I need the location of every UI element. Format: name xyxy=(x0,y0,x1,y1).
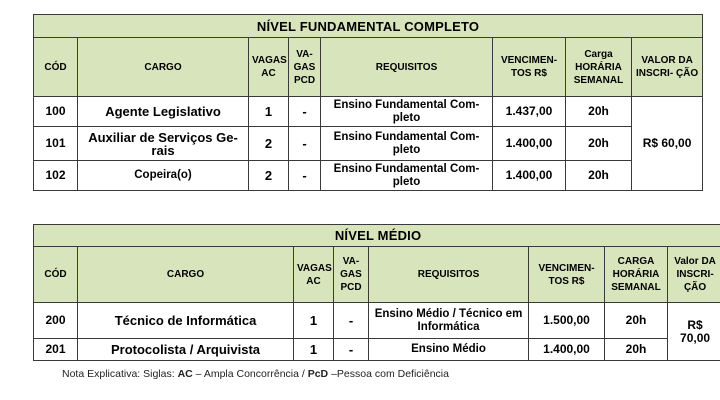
cell-carga: 20h xyxy=(566,127,632,161)
cell-vencimentos: 1.500,00 xyxy=(529,303,605,339)
note-pcd-desc: –Pessoa com Deficiência xyxy=(328,368,449,380)
cell-cargo: Técnico de Informática xyxy=(78,303,294,339)
cell-vagas-pcd: - xyxy=(334,303,369,339)
cell-vencimentos: 1.400,00 xyxy=(493,161,566,191)
cell-vagas-pcd: - xyxy=(289,127,321,161)
cell-vencimentos: 1.400,00 xyxy=(529,339,605,361)
cell-cod: 102 xyxy=(34,161,78,191)
cell-cargo: Agente Legislativo xyxy=(78,97,249,127)
header-carga-horaria: Carga HORÁRIA SEMANAL xyxy=(566,38,632,97)
nivel-medio-table xyxy=(33,224,720,361)
cell-vagas-ac: 1 xyxy=(294,303,334,339)
cell-cod: 200 xyxy=(34,303,78,339)
cell-requisitos: Ensino Fundamental Com- pleto xyxy=(321,161,493,191)
cell-carga: 20h xyxy=(605,339,668,361)
cell-valor-inscricao: R$ 60,00 xyxy=(632,97,703,191)
cell-vencimentos: 1.437,00 xyxy=(493,97,566,127)
table-title: NÍVEL MÉDIO xyxy=(34,225,720,247)
cell-valor-inscricao: R$ 70,00 xyxy=(668,303,720,361)
cell-vagas-ac: 1 xyxy=(249,97,289,127)
cell-vagas-ac: 2 xyxy=(249,127,289,161)
cell-requisitos: Ensino Fundamental Com- pleto xyxy=(321,97,493,127)
cell-carga: 20h xyxy=(605,303,668,339)
table-title: NÍVEL FUNDAMENTAL COMPLETO xyxy=(34,15,703,38)
header-vencimentos: VENCIMEN- TOS R$ xyxy=(493,38,566,97)
table-row xyxy=(34,161,703,191)
header-vagas-pcd: VA- GAS PCD xyxy=(334,247,369,303)
header-vagas-ac: VAGAS AC xyxy=(294,247,334,303)
cell-cod: 201 xyxy=(34,339,78,361)
table-row xyxy=(34,303,720,339)
cell-carga: 20h xyxy=(566,161,632,191)
cell-vagas-pcd: - xyxy=(289,161,321,191)
cell-requisitos: Ensino Médio / Técnico em Informática xyxy=(369,303,529,339)
cell-vagas-ac: 2 xyxy=(249,161,289,191)
header-cod: CÓD xyxy=(34,38,78,97)
header-valor-inscricao: Valor DA INSCRI- ÇÃO xyxy=(668,247,720,303)
cell-carga: 20h xyxy=(566,97,632,127)
cell-cargo: Copeira(o) xyxy=(78,161,249,191)
cell-vagas-pcd: - xyxy=(334,339,369,361)
header-valor-inscricao: VALOR DA INSCRI- ÇÃO xyxy=(632,38,703,97)
header-carga-horaria: CARGA HORÁRIA SEMANAL xyxy=(605,247,668,303)
header-cargo: CARGO xyxy=(78,38,249,97)
cell-cod: 101 xyxy=(34,127,78,161)
header-vencimentos: VENCIMEN- TOS R$ xyxy=(529,247,605,303)
cell-requisitos: Ensino Fundamental Com- pleto xyxy=(321,127,493,161)
header-vagas-pcd: VA- GAS PCD xyxy=(289,38,321,97)
header-requisitos: REQUISITOS xyxy=(321,38,493,97)
note-prefix: Nota Explicativa: Siglas: xyxy=(62,368,178,380)
nivel-fundamental-table xyxy=(33,14,703,191)
explanatory-note xyxy=(62,368,449,380)
cell-requisitos: Ensino Médio xyxy=(369,339,529,361)
cell-cod: 100 xyxy=(34,97,78,127)
header-cod: CÓD xyxy=(34,247,78,303)
header-vagas-ac: VAGAS AC xyxy=(249,38,289,97)
cell-vagas-pcd: - xyxy=(289,97,321,127)
note-pcd: PcD xyxy=(307,368,329,380)
cell-vagas-ac: 1 xyxy=(294,339,334,361)
cell-cargo: Protocolista / Arquivista xyxy=(78,339,294,361)
table-row xyxy=(34,339,720,361)
table-row xyxy=(34,127,703,161)
note-ac-desc: – Ampla Concorrência / xyxy=(192,368,308,380)
cell-vencimentos: 1.400,00 xyxy=(493,127,566,161)
table-row xyxy=(34,97,703,127)
cell-cargo: Auxiliar de Serviços Ge- rais xyxy=(78,127,249,161)
header-requisitos: REQUISITOS xyxy=(369,247,529,303)
header-cargo: CARGO xyxy=(78,247,294,303)
note-ac: AC xyxy=(177,368,193,380)
